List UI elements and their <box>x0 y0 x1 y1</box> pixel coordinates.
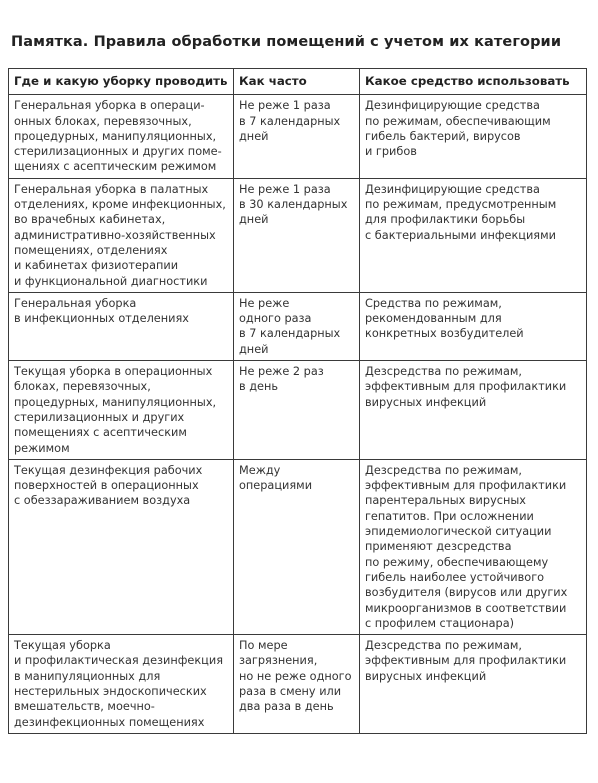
cell-agent: Дезсредства по режимам, эффективным для профилактики вирусных инфекций <box>360 635 587 734</box>
cell-how-often: По мере загрязнения, но не реже одного раза в смену или два раза в день <box>234 635 360 734</box>
rules-table <box>8 68 587 734</box>
cell-agent: Дезсредства по режимам, эффективным для профилактики парентеральных вирусных гепатитов. При осложнении эпидемиологической ситуации применяют дезсредства по режиму, обеспечивающему гибель наиболее устойчивого возбудителя (вирусов или других микроорганизмов в соответствии с профилем стационара) <box>360 459 587 634</box>
table-row <box>9 459 587 634</box>
table-row <box>9 178 587 292</box>
cell-how-often: Не реже одного раза в 7 календарных дней <box>234 292 360 360</box>
cell-where: Генеральная уборка в операци- онных блоках, перевязочных, процедурных, манипуляционных, стерилизационных и других поме- щениях с асептическим режимом <box>9 95 234 178</box>
table-row <box>9 292 587 360</box>
cell-where: Текущая дезинфекция рабочих поверхностей в операционных с обеззараживанием воздуха <box>9 459 234 634</box>
table-row <box>9 635 587 734</box>
cell-how-often: Не реже 1 раза в 30 календарных дней <box>234 178 360 292</box>
cell-where: Генеральная уборка в инфекционных отделениях <box>9 292 234 360</box>
cell-where: Генеральная уборка в палатных отделениях, кроме инфекционных, во врачебных кабинетах, административно-хозяйственных помещениях, отделениях и кабинетах физиотерапии и функциональной диагностики <box>9 178 234 292</box>
cell-agent: Дезинфицирующие средства по режимам, предусмотренным для профилактики борьбы с бактериальными инфекциями <box>360 178 587 292</box>
page-title: Памятка. Правила обработки помещений с учетом их категории <box>11 34 562 50</box>
cell-how-often: Не реже 2 раз в день <box>234 361 360 460</box>
cell-agent: Дезсредства по режимам, эффективным для профилактики вирусных инфекций <box>360 361 587 460</box>
header-agent: Какое средство использовать <box>360 69 587 95</box>
header-how-often: Как часто <box>234 69 360 95</box>
cell-how-often: Между операциями <box>234 459 360 634</box>
cell-agent: Дезинфицирующие средства по режимам, обеспечивающим гибель бактерий, вирусов и грибов <box>360 95 587 178</box>
cell-where: Текущая уборка в операционных блоках, перевязочных, процедурных, манипуляционных, стерилизационных и других помещениях с асептическим режимом <box>9 361 234 460</box>
cell-agent: Средства по режимам, рекомендованным для конкретных возбудителей <box>360 292 587 360</box>
cell-where: Текущая уборка и профилактическая дезинфекция в манипуляционных для нестерильных эндоскопических вмешательств, моечно- дезинфекционных помещениях <box>9 635 234 734</box>
table-header-row <box>9 69 587 95</box>
cell-how-often: Не реже 1 раза в 7 календарных дней <box>234 95 360 178</box>
header-where: Где и какую уборку проводить <box>9 69 234 95</box>
table-row <box>9 361 587 460</box>
table-row <box>9 95 587 178</box>
